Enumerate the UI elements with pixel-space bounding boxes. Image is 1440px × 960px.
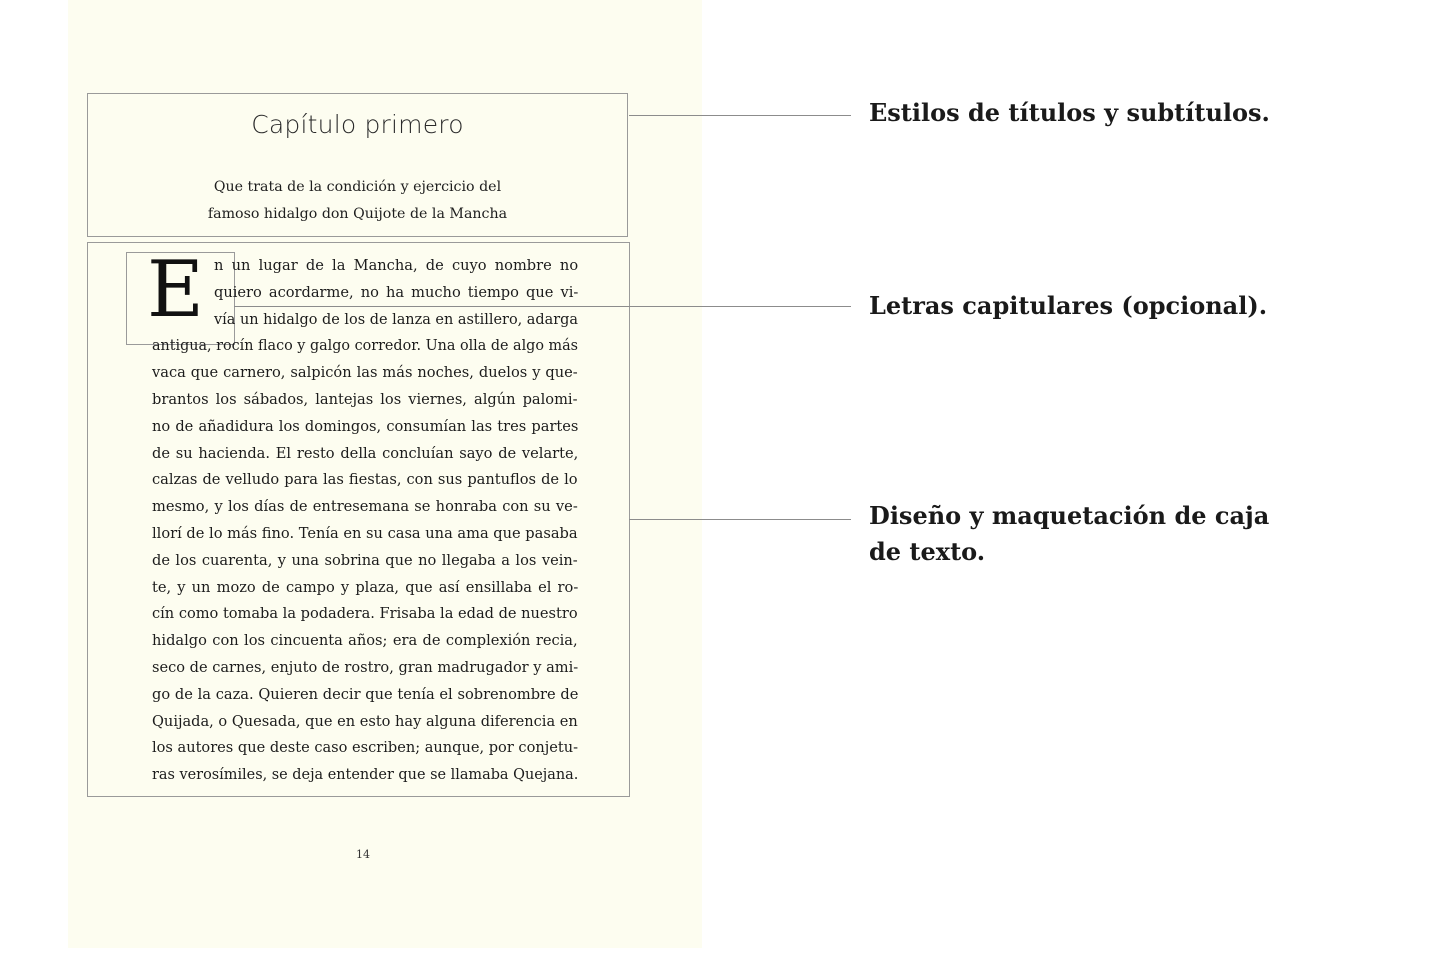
body-line: de su hacienda. El resto della concluían sayo de velarte, <box>152 444 579 462</box>
body-line: calzas de velludo para las fiestas, con sus pantuflos de lo <box>152 471 578 489</box>
body-line: go de la caza. Quieren decir que tenía el sobrenombre de <box>152 685 579 703</box>
chapter-title: Capítulo primero <box>251 110 464 139</box>
drop-cap-letter: E <box>147 245 204 335</box>
annotation-textbox <box>869 498 1269 570</box>
body-line: te, y un mozo de campo y plaza, que así ensillaba el ro- <box>152 578 579 596</box>
body-line: antigua, rocín flaco y galgo corredor. Una olla de algo más <box>152 337 579 355</box>
annotation-line: Diseño y maquetación de caja <box>869 501 1270 530</box>
body-line: cín como tomaba la podadera. Frisaba la edad de nuestro <box>152 605 578 623</box>
body-line: mesmo, y los días de entresemana se honraba con su ve- <box>152 498 578 516</box>
body-line: los autores que deste caso escriben; aunque, por conjetu- <box>152 739 579 757</box>
connector-line-titles <box>629 115 851 116</box>
body-line: brantos los sábados, lantejas los viernes, algún palomi- <box>152 391 578 408</box>
annotation-line: Estilos de títulos y subtítulos. <box>869 98 1270 127</box>
annotation-titles <box>869 95 1270 131</box>
body-line: ras verosímiles, se deja entender que se llamaba Quejana. <box>152 766 579 784</box>
body-line: seco de carnes, enjuto de rostro, gran madrugador y ami- <box>152 659 579 676</box>
annotation-line: Letras capitulares (opcional). <box>869 291 1268 320</box>
title-frame <box>87 93 628 237</box>
body-line: de los cuarenta, y una sobrina que no llegaba a los vein- <box>152 551 578 569</box>
body-line: n un lugar de la Mancha, de cuyo nombre no <box>214 257 579 274</box>
annotation-dropcaps <box>869 288 1267 324</box>
body-line: hidalgo con los cincuenta años; era de complexión recia, <box>152 632 578 650</box>
page-number: 14 <box>356 848 370 861</box>
body-line: vaca que carnero, salpicón las más noches, duelos y que- <box>152 364 578 382</box>
subtitle-line: Que trata de la condición y ejercicio del <box>213 179 502 195</box>
body-line: quiero acordarme, no ha mucho tiempo que vi- <box>214 283 579 301</box>
annotation-line: de texto. <box>869 537 986 566</box>
body-line: llorí de lo más fino. Tenía en su casa una ama que pasaba <box>152 525 578 542</box>
chapter-subtitle <box>88 174 627 228</box>
subtitle-line: famoso hidalgo don Quijote de la Mancha <box>207 206 508 222</box>
connector-line-dropcap <box>234 306 851 307</box>
body-line: no de añadidura los domingos, consumían las tres partes <box>152 417 579 435</box>
connector-line-textbox <box>629 519 851 520</box>
body-line: Quijada, o Quesada, que en esto hay alguna diferencia en <box>152 712 578 730</box>
body-line: vía un hidalgo de los de lanza en astillero, adarga <box>214 310 579 328</box>
